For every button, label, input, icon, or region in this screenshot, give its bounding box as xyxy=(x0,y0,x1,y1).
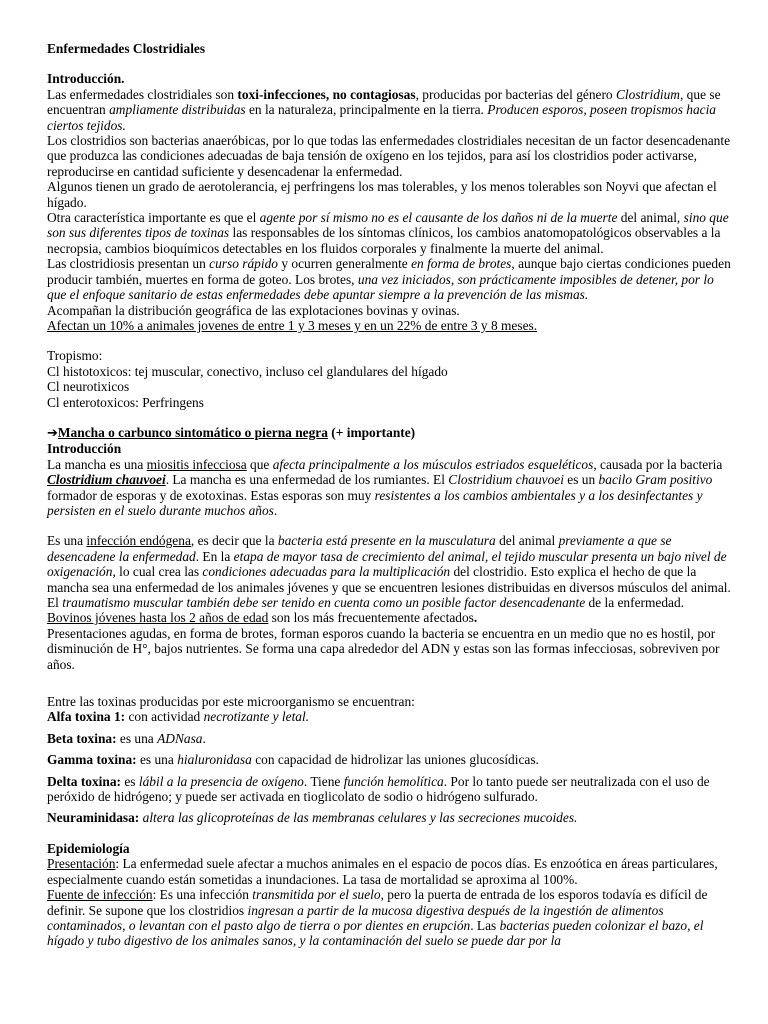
intro-paragraph-2: Los clostridios son bacterias anaeróbicas, por lo que todas las enfermedades clostridiales necesitan de un factor desencadenante que produzca las condiciones adecuadas de baja tensión de oxígeno en los tejidos, para así los clostridios poder activarse, reproducirse en cantidad suficiente y desencadenar la enfermedad. xyxy=(47,133,731,179)
tropismo-item: Cl neurotixicos xyxy=(47,379,130,395)
toxinas-intro: Entre las toxinas producidas por este microorganismo se encuentran: xyxy=(47,694,415,710)
intro-heading: Introducción. xyxy=(47,71,125,87)
intro-paragraph-1: Las enfermedades clostridiales son toxi-infecciones, no contagiosas, producidas por bacterias del género Clostridium, que se encuentran ampliamente distribuidas en la naturaleza, principalmente en la tierra. Producen esporos, poseen tropismos hacia ciertos tejidos. xyxy=(47,86,721,133)
intro-paragraph-7: Afectan un 10% a animales jovenes de entre 1 y 3 meses y en un 22% de entre 3 y 8 meses. xyxy=(47,317,538,333)
tropismo-item: Cl enterotoxicos: Perfringens xyxy=(47,394,204,410)
document-title: Enfermedades Clostridiales xyxy=(47,41,206,56)
intro-paragraph-3: Algunos tienen un grado de aerotolerancia, ej perfringens los mas tolerables, y los menos tolerables son Noyvi que afectan el hígado. xyxy=(47,179,717,210)
tropismo-item: Cl histotoxicos: tej muscular, conectivo, incluso cel glandulares del hígado xyxy=(47,363,448,379)
mancha-heading: ➔Mancha o carbunco sintomático o pierna negra (+ importante) xyxy=(47,424,416,441)
toxina-delta: Delta toxina: es lábil a la presencia de oxígeno. Tiene función hemolítica. Por lo tanto puede ser neutralizada con el uso de peróxido de hidrógeno; y puede ser activada en tioglicolato de sodio o hidrógeno sulfurado. xyxy=(47,773,710,805)
mancha-paragraph-1: La mancha es una miositis infecciosa que afecta principalmente a los músculos estriados esqueléticos, causada por la bacteria Clostridium chauvoei. La mancha es una enfermedad de los rumiantes. El Clostridium chauvoei es un bacilo Gram positivo formador de esporas y de exotoxinas. Estas esporas son muy resistentes a los cambios ambientales y a los desinfectantes y persisten en el suelo durante muchos años. xyxy=(47,456,723,518)
mancha-paragraph-3: Presentaciones agudas, en forma de brotes, forman esporos cuando la bacteria se encuentra en un medio que no es hostil, por disminución de H°, bajos nutrientes. Se forma una capa alrededor del ADN y estas son las formas infecciosas, sobreviven por años. xyxy=(47,625,720,672)
intro-paragraph-6: Acompañan la distribución geográfica de las explotaciones bovinas y ovinas. xyxy=(47,302,460,318)
epidemiologia-heading: Epidemiología xyxy=(47,840,130,856)
toxina-alfa: Alfa toxina 1: con actividad necrotizante y letal. xyxy=(47,709,310,725)
mancha-paragraph-2: Es una infección endógena, es decir que la bacteria está presente en la musculatura del animal previamente a que se desencadene la enfermedad. En la etapa de mayor tasa de crecimiento del animal, el tejido muscular presenta un bajo nivel de oxigenación, lo cual crea las condiciones adecuadas para la multiplicación del clostridio. Esto explica el hecho de que la mancha sea una enfermedad de los animales jóvenes y que se encuentren lesiones distribuidas en diversos músculos del animal. El traumatismo muscular también debe ser tenido en cuenta como un posible factor desencadenante de la enfermedad. Bovinos jóvenes hasta los 2 años de edad son los más frecuentemente afectados. xyxy=(47,533,731,626)
intro-paragraph-4: Otra característica importante es que el agente por sí mismo no es el causante de los daños ni de la muerte del animal, sino que son sus diferentes tipos de toxinas las responsables de los síntomas clínicos, los cambios anatomopatológicos observables a la necropsia, cambios bioquímicos detectables en los fluidos corporales y finalmente la muerte del animal. xyxy=(47,210,729,256)
epidemiologia-fuente: Fuente de infección: Es una infección transmitida por el suelo, pero la puerta de entrada de los esporos todavía es difícil de definir. Se supone que los clostridios ingresan a partir de la mucosa digestiva después de la ingestión de alimentos contaminados, o levantan con el pasto algo de tierra o por dientes en erupción. Las bacterias pueden colonizar el bazo, el hígado y tubo digestivo de los animales sanos, y la contaminación del suelo se puede dar por la xyxy=(47,887,708,949)
tropismo-heading: Tropismo: xyxy=(47,348,103,364)
epidemiologia-presentacion: Presentación: La enfermedad suele afectar a muchos animales en el espacio de pocos días. Es enzoótica en áreas particulares, especialmente cuando están sometidas a inundaciones. La tasa de mortalidad se aproxima al 100%. xyxy=(47,856,718,887)
mancha-intro-heading: Introducción xyxy=(47,441,122,457)
toxina-neuraminidasa: Neuraminidasa: altera las glicoproteínas de las membranas celulares y las secreciones mucoides. xyxy=(47,810,578,826)
document-page xyxy=(47,40,732,949)
arrow-right-icon: ➔ xyxy=(47,425,58,441)
intro-paragraph-5: Las clostridiosis presentan un curso rápido y ocurren generalmente en forma de brotes, aunque bajo ciertas condiciones pueden producir también, muertes en forma de goteo. Los brotes, una vez iniciados, son prácticamente imposibles de detener, por lo que el enfoque sanitario de estas enfermedades debe apuntar siempre a la prevención de las mismas. xyxy=(47,256,731,303)
toxina-gamma: Gamma toxina: es una hialuronidasa con capacidad de hidrolizar las uniones glucosídicas. xyxy=(47,752,539,768)
toxina-beta: Beta toxina: es una ADNasa. xyxy=(47,730,206,746)
